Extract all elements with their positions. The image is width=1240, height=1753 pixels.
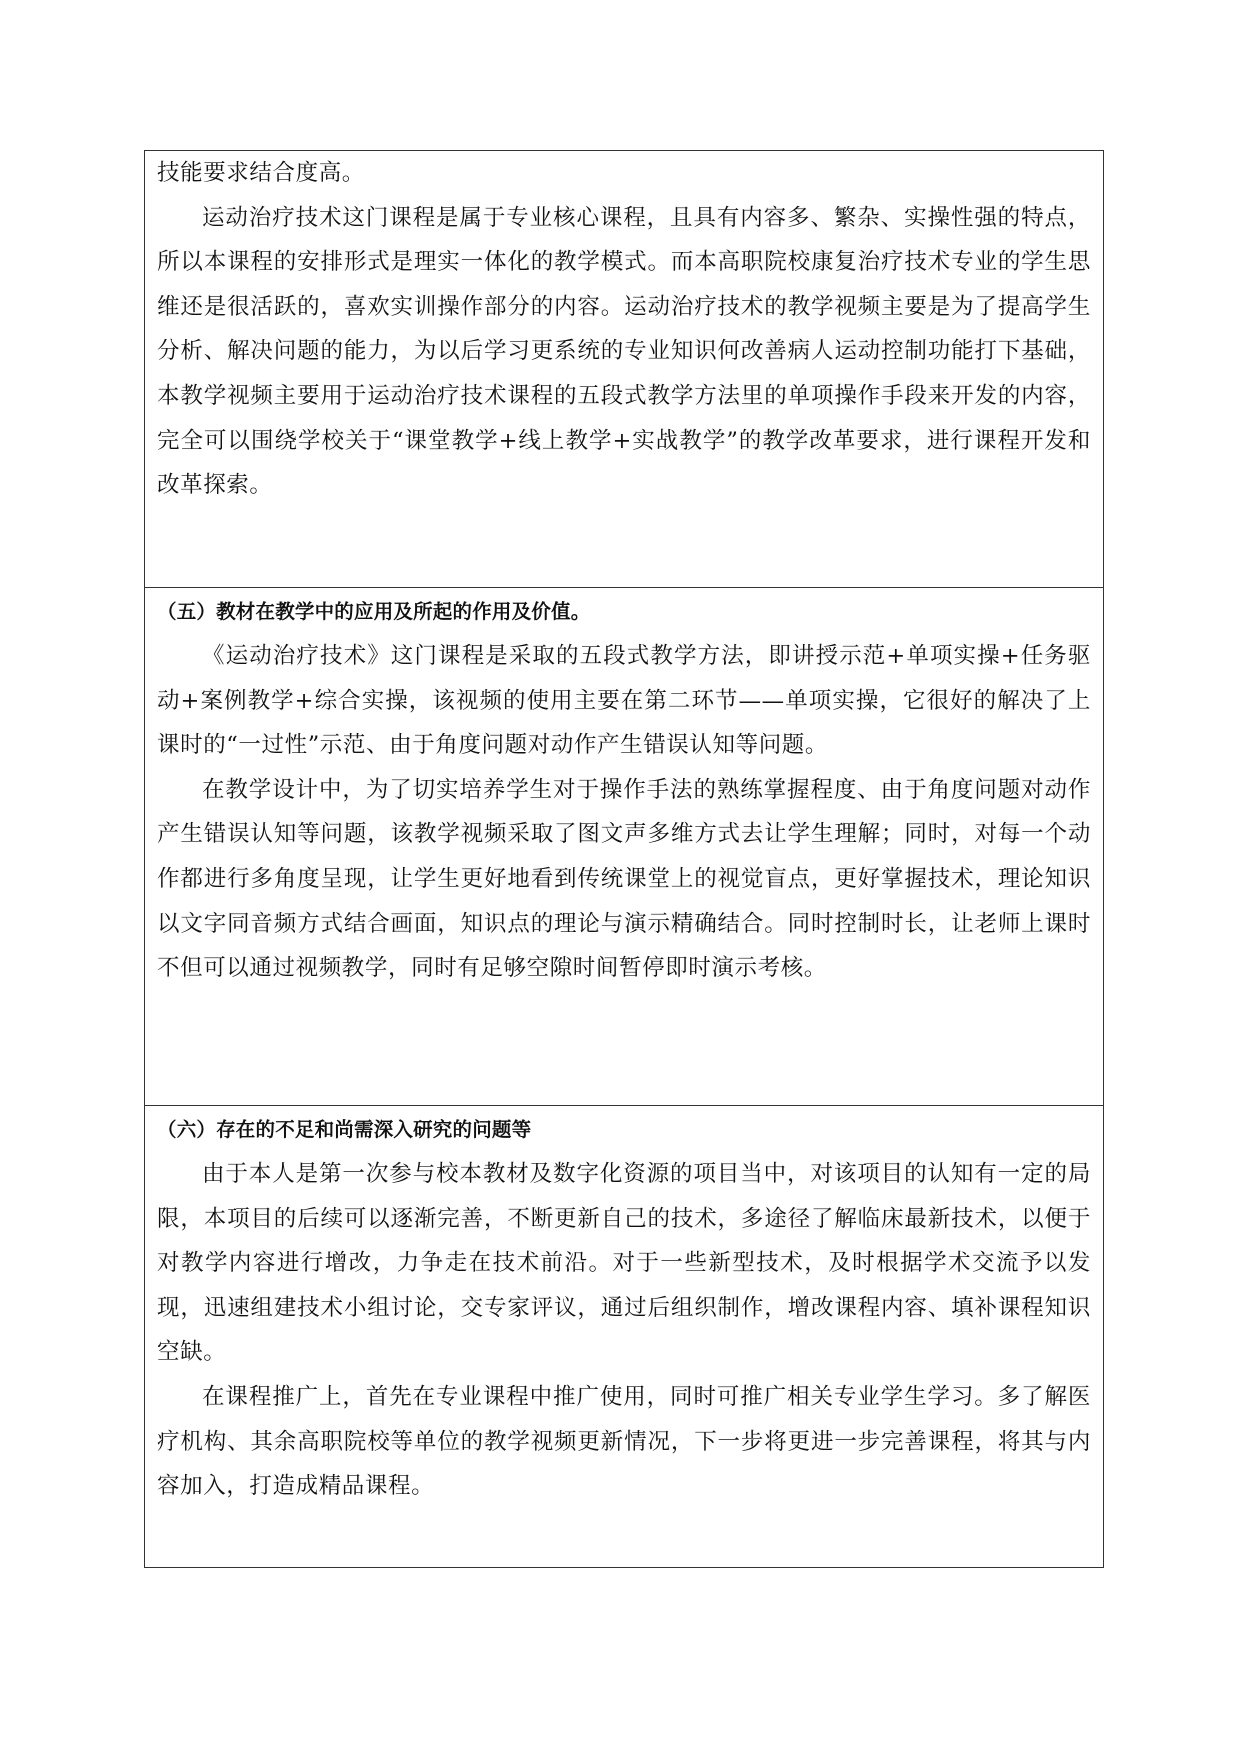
section-4-paragraph-continuation: 技能要求结合度高。 <box>157 160 365 186</box>
section-6-cell <box>145 1105 1103 1567</box>
section-6-paragraph-2: 在课程推广上，首先在专业课程中推广使用，同时可推广相关专业学生学习。多了解医疗机构、其余高职院校等单位的教学视频更新情况，下一步将更进一步完善课程，将其与内容加入，打造成精品课程。 <box>157 1383 1091 1500</box>
section-5-paragraph-2: 在教学设计中，为了切实培养学生对于操作手法的熟练掌握程度、由于角度问题对动作产生错误认知等问题，该教学视频采取了图文声多维方式去让学生理解；同时，对每一个动作都进行多角度呈现，让学生更好地看到传统课堂上的视觉盲点，更好掌握技术，理论知识以文字同音频方式结合画面，知识点的理论与演示精确结合。同时控制时长，让老师上课时不但可以通过视频教学，同时有足够空隙时间暂停即时演示考核。 <box>157 776 1091 982</box>
section-6-heading: （六）存在的不足和尚需深入研究的问题等 <box>157 1118 532 1141</box>
section-5-heading: （五）教材在教学中的应用及所起的作用及价值。 <box>157 600 591 623</box>
section-5-paragraph-1: 《运动治疗技术》这门课程是采取的五段式教学方法，即讲授示范+单项实操+任务驱动+案例教学+综合实操，该视频的使用主要在第二环节——单项实操，它很好的解决了上课时的“一过性”示范、由于角度问题对动作产生错误认知等问题。 <box>157 643 1091 759</box>
section-4-cell <box>145 151 1103 587</box>
form-table <box>144 150 1104 1568</box>
section-5-cell <box>145 587 1103 1105</box>
section-4-paragraph: 运动治疗技术这门课程是属于专业核心课程，且具有内容多、繁杂、实操性强的特点，所以本课程的安排形式是理实一体化的教学模式。而本高职院校康复治疗技术专业的学生思维还是很活跃的，喜欢实训操作部分的内容。运动治疗技术的教学视频主要是为了提高学生分析、解决问题的能力，为以后学习更系统的专业知识何改善病人运动控制功能打下基础，本教学视频主要用于运动治疗技术课程的五段式教学方法里的单项操作手段来开发的内容，完全可以围绕学校关于“课堂教学+线上教学+实战教学”的教学改革要求，进行课程开发和改革探索。 <box>157 204 1091 499</box>
section-6-paragraph-1: 由于本人是第一次参与校本教材及数字化资源的项目当中，对该项目的认知有一定的局限，本项目的后续可以逐渐完善，不断更新自己的技术，多途径了解临床最新技术，以便于对教学内容进行增改，力争走在技术前沿。对于一些新型技术，及时根据学术交流予以发现，迅速组建技术小组讨论，交专家评议，通过后组织制作，增改课程内容、填补课程知识空缺。 <box>157 1161 1091 1366</box>
